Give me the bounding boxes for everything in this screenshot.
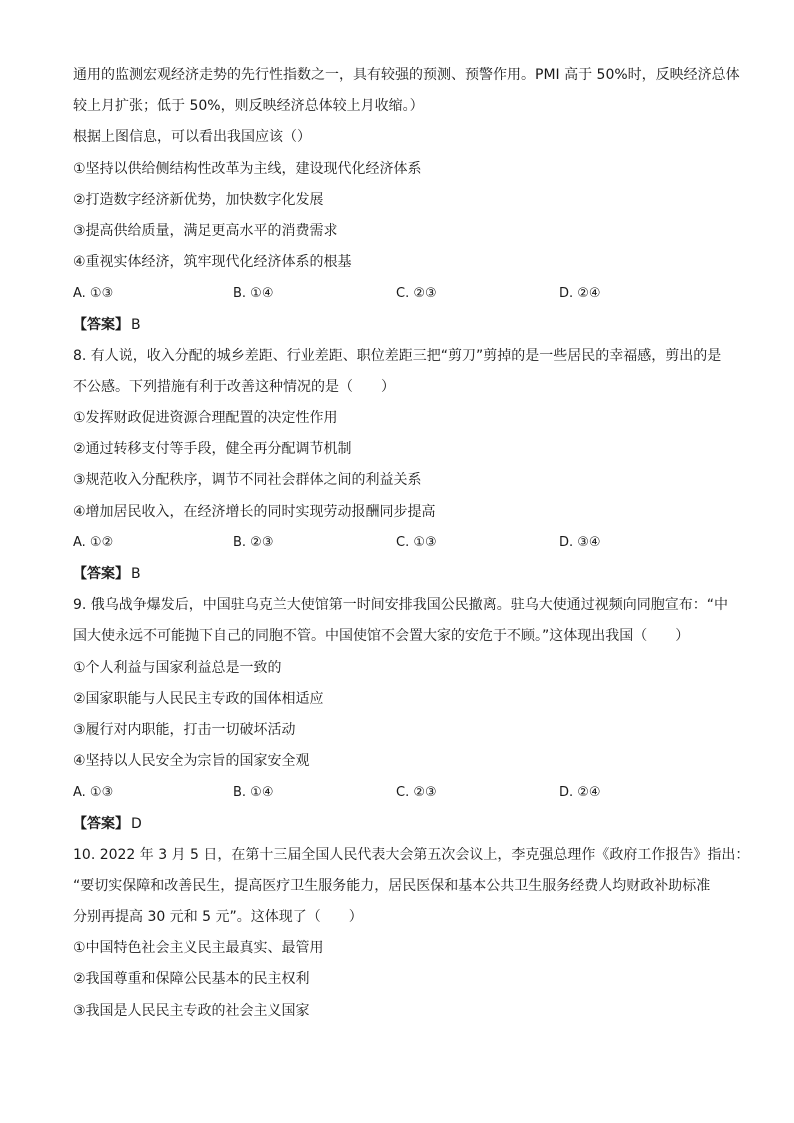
q10-stem-line-2: “要切实保障和改善民生，提高医疗卫生服务能力，居民医保和基本公共卫生服务经费人均财政补助标准 [73, 878, 711, 894]
q10-stem-line-3: 分别再提高 30 元和 5 元”。这体现了（ ） [73, 909, 363, 925]
q9-item-1: ①个人利益与国家利益总是一致的 [73, 660, 282, 676]
q9-option-c: C. ②③ [396, 785, 437, 800]
q7-item-4: ④重视实体经济，筑牢现代化经济体系的根基 [73, 254, 352, 270]
q7-item-1: ①坚持以供给侧结构性改革为主线，建设现代化经济体系 [73, 161, 422, 177]
q7-intro-line-2: 较上月扩张；低于 50%，则反映经济总体较上月收缩。） [73, 98, 424, 114]
q9-stem-line-1: 9. 俄乌战争爆发后，中国驻乌克兰大使馆第一时间安排我国公民撤离。驻乌大使通过视频向同胞宣布：“中 [73, 597, 729, 613]
q9-options [73, 784, 723, 802]
q10-stem-line-1: 10. 2022 年 3 月 5 日，在第十三届全国人民代表大会第五次会议上，李克强总理作《政府工作报告》指出： [73, 847, 750, 863]
q7-item-3: ③提高供给质量，满足更高水平的消费需求 [73, 223, 338, 239]
q8-option-b: B. ②③ [233, 535, 274, 550]
q7-answer-value: B [131, 317, 141, 333]
q9-item-2: ②国家职能与人民民主专政的国体相适应 [73, 691, 324, 707]
q8-stem-line-2: 不公感。下列措施有利于改善这种情况的是（ ） [73, 379, 395, 395]
q10-item-3: ③我国是人民民主专政的社会主义国家 [73, 1003, 310, 1019]
q7-options [73, 285, 723, 303]
q10-item-1: ①中国特色社会主义民主最真实、最管用 [73, 940, 324, 956]
q7-intro-line-1: 通用的监测宏观经济走势的先行性指数之一，具有较强的预测、预警作用。PMI 高于 50%时，反映经济总体 [73, 67, 740, 83]
q7-option-d: D. ②④ [559, 286, 601, 301]
q7-option-a: A. ①③ [73, 286, 114, 301]
q8-item-1: ①发挥财政促进资源合理配置的决定性作用 [73, 410, 338, 426]
q9-stem-line-2: 国大使永远不可能抛下自己的同胞不管。中国使馆不会置大家的安危于不顾。”这体现出我国（ ） [73, 628, 690, 644]
q7-answer-label: 【答案】 [73, 317, 129, 333]
q7-option-b: B. ①④ [233, 286, 274, 301]
q8-item-4: ④增加居民收入，在经济增长的同时实现劳动报酬同步提高 [73, 504, 436, 520]
q8-item-2: ②通过转移支付等手段，健全再分配调节机制 [73, 441, 352, 457]
q9-answer-label: 【答案】 [73, 816, 129, 832]
q8-answer-value: B [131, 566, 141, 582]
q8-item-3: ③规范收入分配秩序，调节不同社会群体之间的利益关系 [73, 472, 422, 488]
q8-answer [73, 565, 723, 583]
q9-option-d: D. ②④ [559, 785, 601, 800]
q7-answer [73, 316, 723, 334]
q8-stem-line-1: 8. 有人说，收入分配的城乡差距、行业差距、职位差距三把“剪刀”剪掉的是一些居民的幸福感，剪出的是 [73, 348, 722, 364]
q8-option-a: A. ①② [73, 535, 114, 550]
q9-option-b: B. ①④ [233, 785, 274, 800]
q7-item-2: ②打造数字经济新优势，加快数字化发展 [73, 192, 324, 208]
q8-option-c: C. ①③ [396, 535, 437, 550]
q9-item-3: ③履行对内职能，打击一切破坏活动 [73, 722, 296, 738]
q9-answer [73, 815, 723, 833]
q8-options [73, 534, 723, 552]
q8-answer-label: 【答案】 [73, 566, 129, 582]
q7-stem: 根据上图信息，可以看出我国应该（） [73, 129, 311, 145]
q9-option-a: A. ①③ [73, 785, 114, 800]
q10-item-2: ②我国尊重和保障公民基本的民主权利 [73, 971, 310, 987]
q9-answer-value: D [131, 816, 142, 832]
q9-item-4: ④坚持以人民安全为宗旨的国家安全观 [73, 753, 310, 769]
q8-option-d: D. ③④ [559, 535, 601, 550]
q7-option-c: C. ②③ [396, 286, 437, 301]
